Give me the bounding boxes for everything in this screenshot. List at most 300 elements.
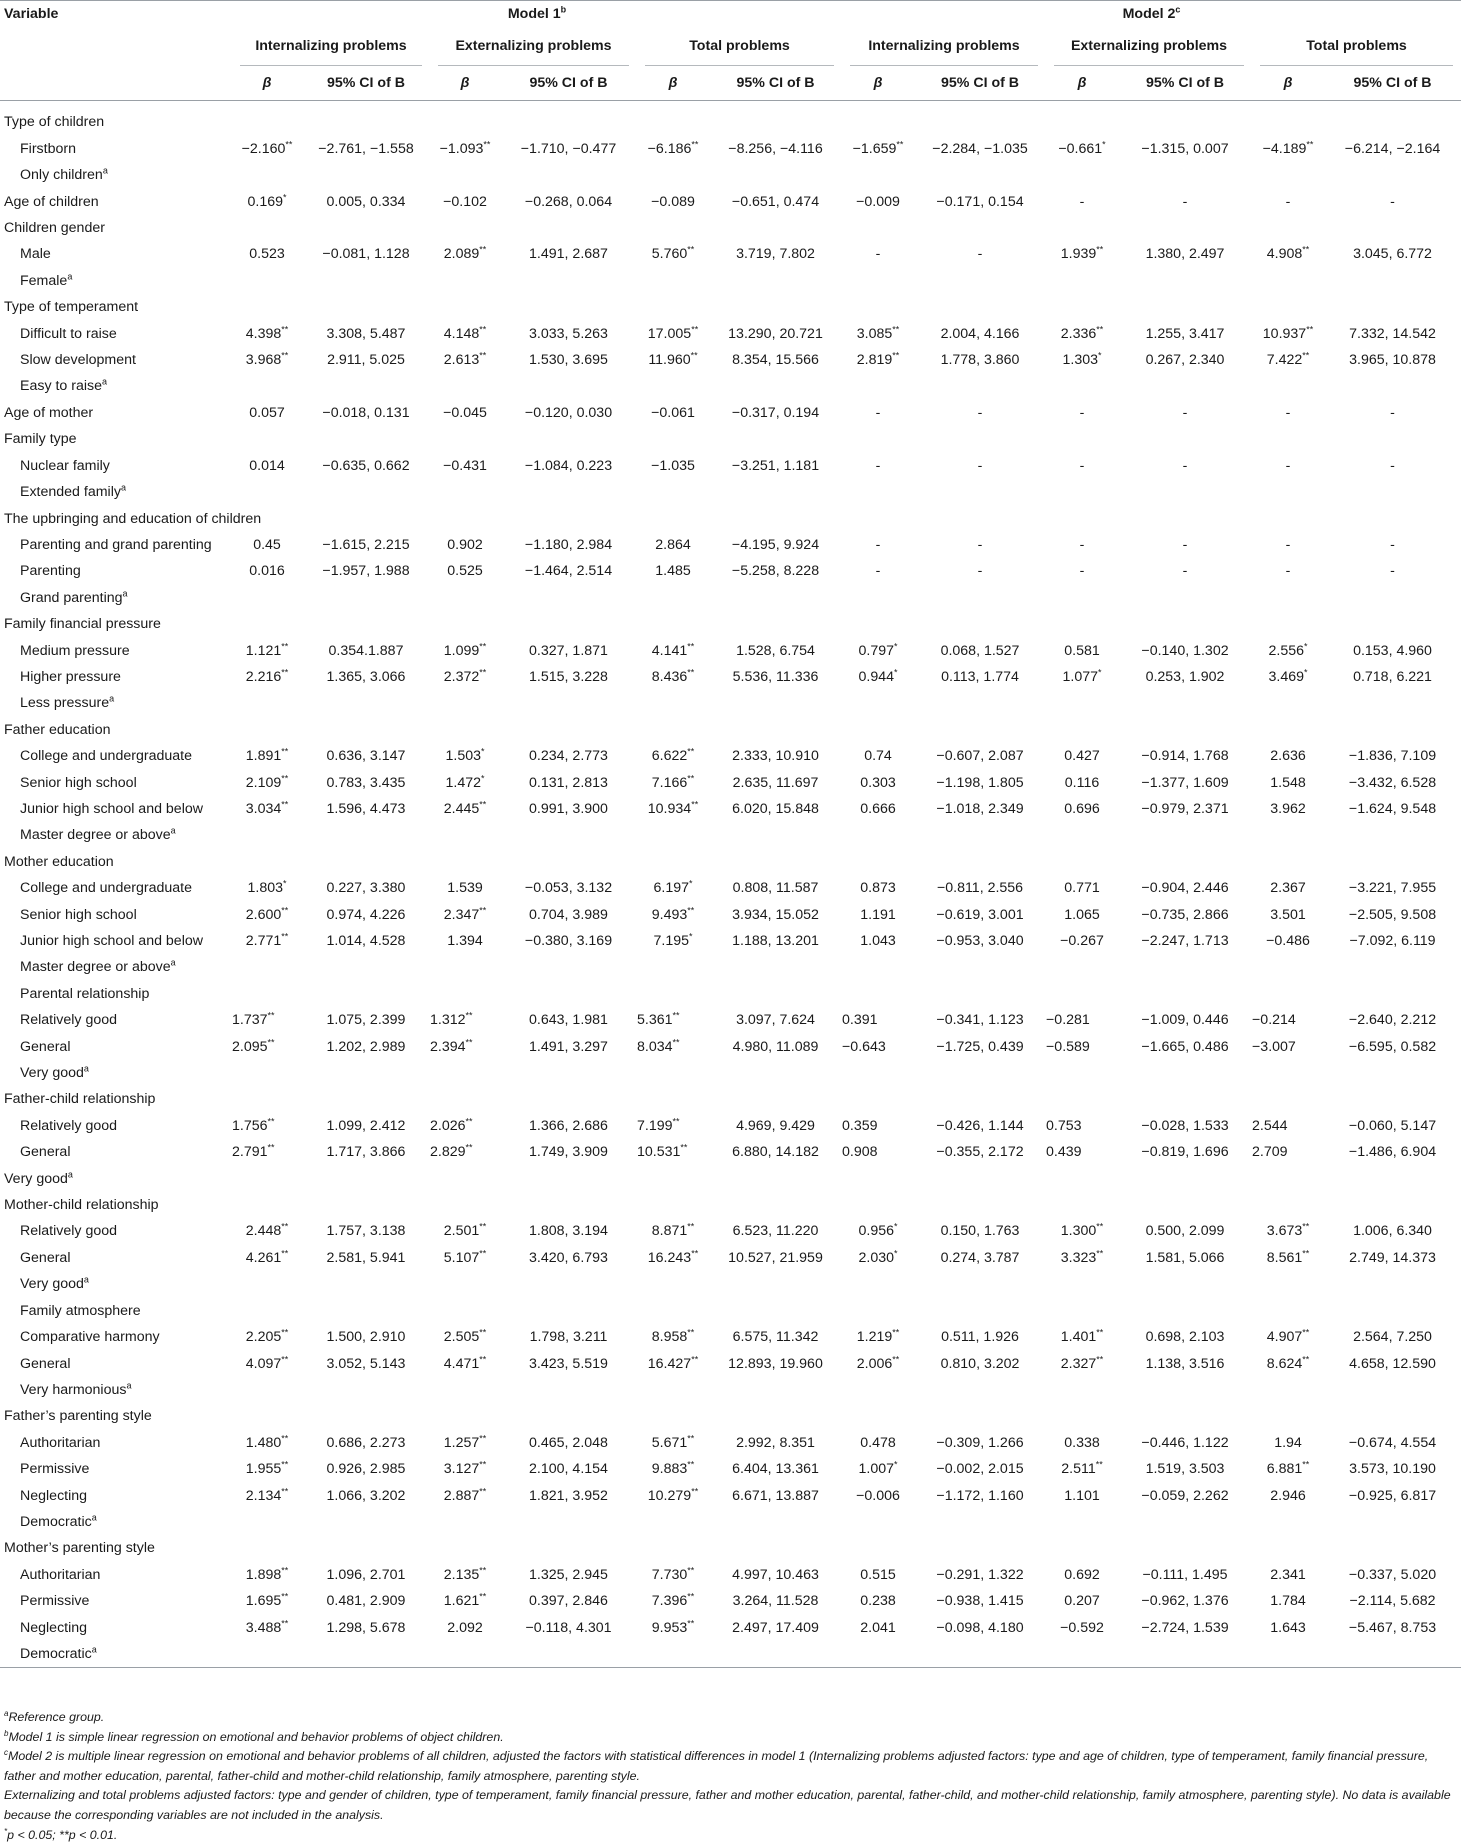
beta-cell: 0.902 <box>447 536 483 553</box>
category-label: Parental relationship <box>20 985 150 1002</box>
beta-cell: −0.214 <box>1252 1012 1296 1029</box>
beta-cell: 0.525 <box>447 563 483 580</box>
table-row <box>0 1060 1461 1086</box>
table-row <box>0 400 1461 426</box>
ci-cell: 6.880, 14.182 <box>732 1144 819 1161</box>
beta-cell: 0.523 <box>249 246 285 263</box>
beta-cell: 5.361** <box>637 1010 680 1029</box>
beta-cell: −0.045 <box>443 404 487 421</box>
beta-cell: 2.864 <box>655 536 691 553</box>
group-header: Externalizing problems <box>430 27 637 66</box>
beta-cell: 0.016 <box>249 563 285 580</box>
table-row <box>0 1377 1461 1403</box>
category-label: Family financial pressure <box>4 616 161 633</box>
beta-cell: 2.336** <box>1060 323 1104 342</box>
table-row <box>0 426 1461 452</box>
table-row <box>0 558 1461 584</box>
beta-cell: - <box>1079 536 1085 553</box>
reference-marker: a <box>102 165 108 176</box>
table-row <box>0 743 1461 769</box>
row-label: Authoritarian <box>20 1434 101 1451</box>
ci-cell: −1.665, 0.486 <box>1141 1038 1229 1055</box>
ci-cell: −2.247, 1.713 <box>1141 933 1229 949</box>
ci-cell: 5.536, 11.336 <box>732 668 819 685</box>
row-label: Firstborn <box>20 140 76 157</box>
beta-cell: −1.659** <box>852 139 904 157</box>
footnote: *p < 0.05; **p < 0.01. <box>4 1826 118 1842</box>
beta-cell: 6.881** <box>1266 1459 1310 1478</box>
ci-cell: 3.573, 10.190 <box>1349 1461 1436 1478</box>
ci-cell: −0.674, 4.554 <box>1348 1434 1437 1451</box>
ci-cell: −5.258, 8.228 <box>731 563 820 580</box>
beta-cell: 2.544 <box>1252 1117 1288 1134</box>
reference-marker: a <box>83 1274 89 1285</box>
beta-cell: 1.077* <box>1062 667 1102 685</box>
ci-cell: 0.704, 3.989 <box>529 906 608 923</box>
table-row <box>0 453 1461 479</box>
beta-cell: 2.006** <box>856 1353 900 1372</box>
table-row <box>0 347 1461 373</box>
ci-cell: −1.018, 2.349 <box>936 800 1024 817</box>
category-label: Democratic$^a$ <box>20 1512 97 1530</box>
beta-cell: 0.666 <box>860 800 896 817</box>
category-label: Mother education <box>4 853 114 870</box>
ci-cell: 8.354, 15.566 <box>732 352 819 369</box>
ci-cell: 1.528, 6.754 <box>736 642 815 659</box>
beta-cell: 0.427 <box>1064 748 1100 765</box>
ci-cell: 4.658, 12.590 <box>1349 1355 1436 1372</box>
ci-cell: - <box>1182 536 1188 553</box>
ci-cell: - <box>977 457 983 474</box>
beta-cell: 7.195* <box>653 931 693 949</box>
row-label: Permissive <box>20 1461 90 1478</box>
ci-cell: −0.819, 1.696 <box>1141 1144 1229 1161</box>
table-row <box>0 479 1461 505</box>
ci-cell: −5.467, 8.753 <box>1348 1619 1437 1636</box>
row-label: Slow development <box>20 352 136 369</box>
beta-cell: 0.359 <box>842 1117 878 1134</box>
table-row <box>0 373 1461 399</box>
ci-cell: −0.120, 0.030 <box>524 404 613 421</box>
ci-cell: −0.651, 0.474 <box>731 193 820 210</box>
ci-cell: −1.725, 0.439 <box>936 1038 1024 1055</box>
ci-cell: −0.018, 0.131 <box>322 404 410 421</box>
beta-cell: 3.469* <box>1268 667 1308 685</box>
row-label: Relatively good <box>20 1223 118 1240</box>
ci-cell: −2.640, 2.212 <box>1348 1012 1437 1029</box>
beta-cell: 0.303 <box>860 774 896 791</box>
ci-cell: −0.171, 0.154 <box>936 193 1024 210</box>
ci-cell: 0.227, 3.380 <box>326 880 406 897</box>
category-label: Mother-child relationship <box>4 1197 159 1214</box>
ci-cell: 3.097, 7.624 <box>736 1012 815 1029</box>
beta-cell: 8.871** <box>651 1221 695 1240</box>
ci-cell: 10.527, 21.959 <box>728 1249 823 1266</box>
beta-cell: 1.94 <box>1274 1434 1302 1451</box>
ci-cell: −1.315, 0.007 <box>1141 140 1229 157</box>
beta-cell: 0.169* <box>247 191 287 210</box>
ci-cell: 0.991, 3.900 <box>529 800 608 817</box>
category-label: Type of children <box>4 114 105 131</box>
beta-cell: −0.486 <box>1266 933 1310 949</box>
ci-cell: 3.423, 5.519 <box>529 1355 608 1372</box>
row-label: College and undergraduate <box>20 880 192 897</box>
ci-cell: −2.761, −1.558 <box>318 140 414 157</box>
category-label: Grand parenting$^a$ <box>20 587 128 606</box>
beta-cell: 1.695** <box>245 1591 289 1610</box>
beta-cell: 2.791** <box>232 1142 275 1161</box>
category-label: Female$^a$ <box>20 271 73 289</box>
ci-cell: −6.214, −2.164 <box>1344 140 1441 157</box>
beta-cell: 0.45 <box>253 536 281 553</box>
ci-cell: −0.446, 1.122 <box>1141 1434 1229 1451</box>
ci-cell: 2.333, 10.910 <box>732 748 819 765</box>
table-row <box>0 611 1461 637</box>
row-label: Relatively good <box>20 1012 118 1029</box>
beta-cell: 9.953** <box>651 1617 695 1636</box>
beta-cell: 2.600** <box>245 904 289 923</box>
beta-cell: 2.501** <box>443 1221 487 1240</box>
row-label: Male <box>20 246 51 263</box>
beta-cell: 1.480** <box>245 1432 289 1451</box>
row-label: Neglecting <box>20 1619 88 1636</box>
beta-cell: - <box>875 536 881 553</box>
group-header: Externalizing problems <box>1046 27 1252 66</box>
table-row <box>0 1430 1461 1456</box>
beta-cell: 0.908 <box>842 1144 878 1161</box>
beta-cell: −0.061 <box>651 404 695 421</box>
ci-cell: 1.096, 2.701 <box>326 1566 406 1583</box>
beta-cell: −0.267 <box>1060 933 1104 949</box>
category-label: Easy to raise$^a$ <box>20 376 108 395</box>
table-row <box>0 1351 1461 1377</box>
beta-cell: 4.907** <box>1266 1327 1310 1346</box>
table-row <box>0 532 1461 558</box>
ci-cell: 0.234, 2.773 <box>529 748 608 765</box>
beta-cell: 3.034** <box>245 799 289 817</box>
table-row <box>0 1192 1461 1218</box>
table-row <box>0 1245 1461 1271</box>
ci-cell: 1.757, 3.138 <box>326 1223 406 1240</box>
category-label: Children gender <box>4 220 105 237</box>
beta-cell: −6.186** <box>647 139 699 157</box>
table-row <box>0 770 1461 796</box>
reference-marker: a <box>109 693 115 704</box>
ci-cell: −2.114, 5.682 <box>1349 1593 1436 1610</box>
beta-cell: 2.134** <box>245 1485 289 1504</box>
table-row <box>0 189 1461 215</box>
beta-cell: 2.135** <box>443 1565 487 1583</box>
category-label: Type of temperament <box>4 299 139 316</box>
ci-cell: 1.380, 2.497 <box>1145 246 1225 263</box>
ci-cell: 2.911, 5.025 <box>327 352 405 369</box>
category-label: Master degree or above$^a$ <box>20 825 176 844</box>
beta-cell: 1.472* <box>445 772 485 791</box>
ci-cell: −1.710, −0.477 <box>520 140 617 157</box>
beta-cell: 5.107** <box>443 1248 487 1266</box>
footnotes <box>4 1708 1454 1845</box>
ci-cell: −2.505, 9.508 <box>1348 906 1437 923</box>
beta-cell: 0.797* <box>858 640 898 659</box>
reference-marker: a <box>91 1644 97 1655</box>
beta-cell: 8.436** <box>651 667 695 685</box>
ci-cell: 3.934, 15.052 <box>732 906 819 923</box>
reference-marker: a <box>102 376 108 387</box>
reference-marker: a <box>126 1380 132 1391</box>
table-row <box>0 1641 1461 1668</box>
beta-cell: 1.043 <box>860 933 896 949</box>
ci-cell: 3.052, 5.143 <box>326 1355 406 1372</box>
ci-cell: - <box>1390 404 1395 421</box>
beta-cell: 0.581 <box>1064 642 1100 659</box>
beta-cell: 2.030* <box>858 1248 898 1266</box>
variable-header: Variable <box>0 1 232 28</box>
beta-cell: 16.243** <box>647 1248 699 1266</box>
beta-cell: 1.784 <box>1270 1593 1306 1610</box>
reference-marker: a <box>67 271 73 282</box>
beta-cell: 5.671** <box>651 1432 695 1451</box>
beta-cell: −3.007 <box>1252 1038 1296 1055</box>
ci-cell: - <box>977 563 983 580</box>
ci-cell: 3.033, 5.263 <box>529 325 608 342</box>
row-label: Senior high school <box>20 774 137 791</box>
row-label: General <box>20 1144 71 1161</box>
ci-cell: 3.420, 6.793 <box>529 1249 608 1266</box>
ci-cell: −1.084, 0.223 <box>524 457 613 474</box>
table-row <box>0 954 1461 980</box>
beta-header: β <box>262 75 272 92</box>
ci-cell: 1.519, 3.503 <box>1145 1461 1225 1478</box>
ci-cell: −0.380, 3.169 <box>524 933 613 949</box>
table-row <box>0 902 1461 928</box>
ci-cell: −0.341, 1.123 <box>936 1012 1024 1029</box>
beta-cell: 1.303* <box>1062 350 1102 369</box>
beta-cell: 2.829** <box>430 1142 473 1161</box>
beta-cell: 1.257** <box>443 1432 487 1451</box>
beta-cell: - <box>1079 193 1085 210</box>
reference-marker: a <box>91 1512 97 1523</box>
beta-cell: 1.737** <box>232 1010 275 1029</box>
beta-header: β <box>460 75 470 92</box>
table-row <box>0 1456 1461 1482</box>
group-header: Total problems <box>1252 27 1461 66</box>
row-label: Higher pressure <box>20 668 121 685</box>
ci-cell: −0.111, 1.495 <box>1142 1566 1228 1583</box>
beta-cell: 7.166** <box>651 772 695 791</box>
ci-cell: −0.059, 2.262 <box>1141 1487 1229 1504</box>
row-label: General <box>20 1249 71 1266</box>
ci-cell: 4.997, 10.463 <box>732 1566 819 1583</box>
ci-cell: 0.686, 2.273 <box>326 1434 406 1451</box>
beta-cell: 4.471** <box>443 1353 487 1372</box>
beta-cell: 8.624** <box>1266 1353 1310 1372</box>
ci-cell: 0.643, 1.981 <box>529 1012 608 1029</box>
ci-cell: 1.188, 13.201 <box>732 933 819 949</box>
ci-cell: 0.113, 1.774 <box>941 668 1019 685</box>
ci-cell: −1.377, 1.609 <box>1141 774 1229 791</box>
ci-cell: 4.980, 11.089 <box>732 1038 819 1055</box>
ci-cell: 2.749, 14.373 <box>1349 1249 1436 1266</box>
beta-cell: 2.505** <box>443 1327 487 1346</box>
ci-cell: −0.118, 4.301 <box>525 1619 612 1636</box>
table-row <box>0 717 1461 743</box>
category-label: Father-child relationship <box>4 1091 156 1108</box>
ci-cell: 0.253, 1.902 <box>1145 668 1225 685</box>
table-row <box>0 1113 1461 1139</box>
ci-cell: 2.581, 5.941 <box>326 1249 406 1266</box>
row-label: Senior high school <box>20 906 137 923</box>
beta-header: β <box>873 75 883 92</box>
beta-cell: 1.898** <box>245 1565 289 1583</box>
ci-cell: −0.140, 1.302 <box>1141 642 1229 659</box>
table-row <box>0 1166 1461 1192</box>
ci-cell: −0.904, 2.446 <box>1141 880 1229 897</box>
ci-cell: 13.290, 20.721 <box>728 325 823 342</box>
beta-cell: 0.515 <box>860 1566 896 1583</box>
beta-cell: 0.692 <box>1064 1566 1100 1583</box>
ci-cell: 1.365, 3.066 <box>326 668 406 685</box>
beta-cell: 0.057 <box>249 404 285 421</box>
beta-cell: 10.934** <box>647 799 699 817</box>
ci-cell: 1.298, 5.678 <box>326 1619 406 1636</box>
category-label: Mother’s parenting style <box>4 1540 155 1557</box>
beta-cell: −4.189** <box>1262 139 1314 157</box>
beta-cell: 11.960** <box>648 350 698 369</box>
beta-header: β <box>668 75 678 92</box>
beta-cell: 0.696 <box>1064 800 1100 817</box>
ci-header: 95% CI of B <box>529 75 608 92</box>
beta-cell: 7.396** <box>651 1591 695 1610</box>
row-label: Age of children <box>4 193 99 210</box>
ci-cell: −0.938, 1.415 <box>936 1593 1024 1610</box>
ci-cell: 1.778, 3.860 <box>940 352 1020 369</box>
ci-cell: 1.717, 3.866 <box>326 1144 406 1161</box>
beta-cell: 7.422** <box>1266 350 1310 369</box>
row-label: Junior high school and below <box>20 800 203 817</box>
beta-cell: 4.141** <box>651 640 695 659</box>
ci-cell: 0.783, 3.435 <box>326 774 406 791</box>
ci-cell: - <box>1182 563 1188 580</box>
ci-cell: 0.926, 2.985 <box>326 1461 406 1478</box>
ci-cell: 12.893, 19.960 <box>728 1355 823 1372</box>
reference-marker: a <box>170 957 176 968</box>
ci-cell: 1.099, 2.412 <box>326 1117 406 1134</box>
ci-cell: - <box>977 536 983 553</box>
beta-cell: 1.643 <box>1270 1619 1306 1636</box>
beta-cell: 1.219** <box>856 1327 900 1346</box>
category-label: Family type <box>4 431 77 448</box>
ci-cell: 1.255, 3.417 <box>1145 325 1225 342</box>
ci-cell: −2.724, 1.539 <box>1141 1619 1229 1636</box>
beta-cell: 1.891** <box>245 746 289 765</box>
table-row <box>0 1509 1461 1535</box>
table-row <box>0 1034 1461 1060</box>
beta-cell: 3.673** <box>1266 1221 1310 1240</box>
beta-cell: - <box>1079 404 1085 421</box>
ci-cell: 1.798, 3.211 <box>529 1329 608 1346</box>
table-row <box>0 822 1461 848</box>
ci-cell: 0.397, 2.846 <box>529 1593 608 1610</box>
ci-cell: −0.607, 2.087 <box>936 748 1024 765</box>
table-row <box>0 664 1461 690</box>
table-row <box>0 638 1461 664</box>
ci-cell: 0.274, 3.787 <box>940 1249 1020 1266</box>
beta-cell: 10.937** <box>1262 323 1314 342</box>
ci-cell: −1.009, 0.446 <box>1141 1012 1229 1029</box>
ci-cell: - <box>1390 563 1395 580</box>
footnote: Externalizing and total problems adjusted factors: type and gender of children, type of temperament, family financial pressure, father and mother education, parental, father-child, and mother-child relationship, family atmosphere, parenting style). No data is available because the corresponding variables are not included in the analysis. <box>4 1788 1451 1822</box>
ci-cell: 1.138, 3.516 <box>1145 1355 1225 1372</box>
category-label: Very good$^a$ <box>20 1063 89 1082</box>
beta-cell: 1.007* <box>858 1459 898 1478</box>
beta-cell: - <box>1285 193 1291 210</box>
ci-cell: −7.092, 6.119 <box>1349 933 1436 949</box>
beta-cell: 2.819** <box>856 350 900 369</box>
beta-cell: 8.561** <box>1266 1248 1310 1266</box>
beta-cell: −0.006 <box>856 1487 900 1504</box>
beta-cell: 4.148** <box>443 323 487 342</box>
group-header: Internalizing problems <box>232 27 430 66</box>
ci-cell: 3.045, 6.772 <box>1353 246 1432 263</box>
footnote: $^c$Model 2 is multiple linear regression on emotional and behavior problems of all children, adjusted the factors with statistical differences in model 1 (Internalizing problems adjusted factors: type and age of children, type of temperament, family financial pressure, father and mother education, parental, father-child and mother-child relationship, family atmosphere, parenting style. <box>4 1748 1429 1783</box>
beta-cell: 1.503* <box>445 746 485 765</box>
beta-cell: 2.511** <box>1061 1459 1103 1478</box>
beta-cell: 0.956* <box>858 1221 898 1240</box>
ci-cell: −3.221, 7.955 <box>1348 880 1437 897</box>
table-row <box>0 109 1461 135</box>
beta-cell: 0.478 <box>860 1434 896 1451</box>
beta-cell: 2.095** <box>232 1036 275 1055</box>
table-row <box>0 1271 1461 1297</box>
table-row <box>0 1562 1461 1588</box>
ci-cell: 3.308, 5.487 <box>326 325 406 342</box>
beta-cell: 1.121** <box>245 640 289 659</box>
category-label: Father’s parenting style <box>4 1408 152 1425</box>
beta-cell: 0.944* <box>858 667 898 685</box>
table-row <box>0 585 1461 611</box>
ci-header: 95% CI of B <box>736 75 815 92</box>
group-header: Internalizing problems <box>842 27 1046 66</box>
ci-cell: −0.953, 3.040 <box>936 933 1024 949</box>
ci-cell: 7.332, 14.542 <box>1349 325 1436 342</box>
table-row <box>0 1298 1461 1324</box>
table-row <box>0 1086 1461 1112</box>
ci-cell: 1.821, 3.952 <box>529 1487 608 1504</box>
ci-header: 95% CI of B <box>326 75 406 92</box>
ci-cell: −1.615, 2.215 <box>322 536 410 553</box>
beta-cell: 2.445** <box>443 799 487 817</box>
ci-cell: 0.808, 11.587 <box>732 880 819 897</box>
beta-cell: 6.197* <box>653 878 693 897</box>
ci-cell: 0.354.1.887 <box>328 642 404 659</box>
beta-cell: 1.065 <box>1064 906 1100 923</box>
beta-cell: −0.431 <box>443 457 487 474</box>
ci-cell: 2.564, 7.250 <box>1353 1329 1432 1346</box>
table-row <box>0 1615 1461 1641</box>
ci-cell: −8.256, −4.116 <box>728 140 823 157</box>
table-row <box>0 1483 1461 1509</box>
beta-cell: 1.312** <box>430 1010 473 1029</box>
category-label: Extended family$^a$ <box>20 482 126 501</box>
ci-cell: −1.464, 2.514 <box>524 563 613 580</box>
beta-cell: −0.089 <box>651 193 695 210</box>
ci-cell: 0.636, 3.147 <box>326 748 406 765</box>
beta-cell: −0.281 <box>1046 1012 1090 1029</box>
table-row <box>0 294 1461 320</box>
beta-cell: 1.803* <box>247 878 287 897</box>
beta-cell: −0.661* <box>1058 139 1106 157</box>
ci-cell: 0.267, 2.340 <box>1145 352 1225 369</box>
